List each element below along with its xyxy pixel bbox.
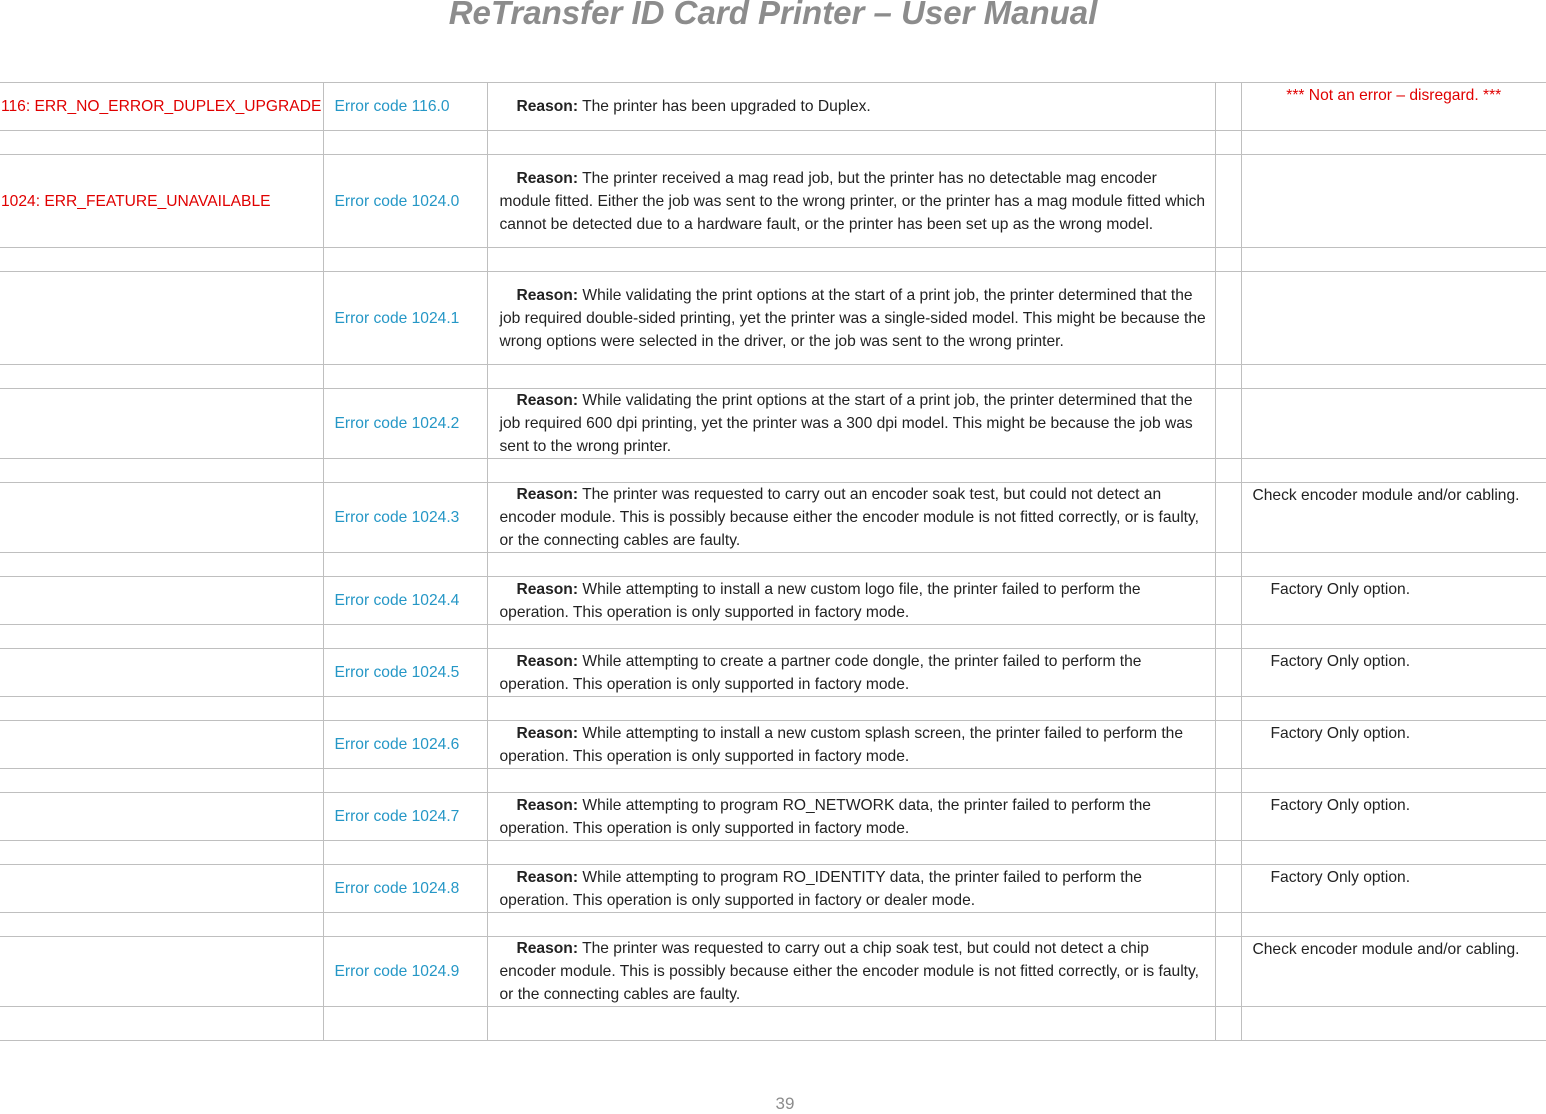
error-row (0, 577, 1546, 625)
error-action: Factory Only option. (1242, 649, 1546, 673)
reason-label: Reason: (517, 486, 579, 503)
error-action-cell (1241, 721, 1546, 769)
spacer-cell (1215, 83, 1241, 131)
error-row (0, 272, 1546, 365)
error-row (0, 793, 1546, 841)
error-action-cell (1241, 649, 1546, 697)
spacer-cell (1215, 389, 1241, 459)
spacer-cell (1215, 155, 1241, 248)
spacer-cell (1215, 649, 1241, 697)
spacer-cell (1215, 793, 1241, 841)
error-code: Error code 1024.1 (323, 272, 487, 365)
spacer-row (0, 1007, 1546, 1041)
error-action: Factory Only option. (1242, 721, 1546, 745)
reason-label: Reason: (517, 170, 579, 187)
document-title: ReTransfer ID Card Printer – User Manual (0, 0, 1546, 32)
error-action-cell (1241, 272, 1546, 365)
error-code: Error code 1024.2 (323, 389, 487, 459)
error-action-cell (1241, 483, 1546, 553)
spacer-row (0, 841, 1546, 865)
error-name (0, 937, 323, 1007)
reason-label: Reason: (517, 725, 579, 742)
error-action-cell (1241, 937, 1546, 1007)
error-code: Error code 1024.4 (323, 577, 487, 625)
reason-text: The printer has been upgraded to Duplex. (582, 98, 871, 115)
reason-text: While validating the print options at the start of a print job, the printer determined that the job required double-sided printing, yet the printer was a single-sided model. This might be because the wrong options were selected in the driver, or the job was sent to the wrong printer. (500, 287, 1206, 350)
error-row (0, 389, 1546, 459)
error-action: Factory Only option. (1242, 865, 1546, 889)
error-row (0, 937, 1546, 1007)
reason-text: While attempting to program RO_NETWORK data, the printer failed to perform the operation. This operation is only supported in factory mode. (500, 797, 1151, 837)
error-code: Error code 1024.9 (323, 937, 487, 1007)
reason-text: While attempting to install a new custom logo file, the printer failed to perform the operation. This operation is only supported in factory mode. (500, 581, 1141, 621)
error-reason (487, 937, 1215, 1007)
error-row (0, 865, 1546, 913)
error-row (0, 155, 1546, 248)
reason-label: Reason: (517, 392, 579, 409)
error-reason (487, 721, 1215, 769)
error-action-cell (1241, 389, 1546, 459)
error-reason (487, 793, 1215, 841)
error-name (0, 793, 323, 841)
reason-text: While attempting to install a new custom splash screen, the printer failed to perform the operation. This operation is only supported in factory mode. (500, 725, 1184, 765)
error-name (0, 649, 323, 697)
spacer-row (0, 365, 1546, 389)
spacer-cell (1215, 577, 1241, 625)
error-row (0, 83, 1546, 131)
reason-text: While attempting to program RO_IDENTITY data, the printer failed to perform the operation. This operation is only supported in factory or dealer mode. (500, 869, 1142, 909)
error-code: Error code 1024.7 (323, 793, 487, 841)
reason-text: The printer was requested to carry out an encoder soak test, but could not detect an encoder module. This is possibly because either the encoder module is not fitted correctly, or is faulty, or the connecting cables are faulty. (500, 486, 1199, 549)
error-reason (487, 272, 1215, 365)
spacer-row (0, 913, 1546, 937)
error-action-cell (1241, 577, 1546, 625)
error-name (0, 272, 323, 365)
error-reason (487, 389, 1215, 459)
spacer-row (0, 553, 1546, 577)
reason-text: While attempting to create a partner code dongle, the printer failed to perform the operation. This operation is only supported in factory mode. (500, 653, 1142, 693)
spacer-row (0, 697, 1546, 721)
error-name (0, 577, 323, 625)
spacer-row (0, 459, 1546, 483)
spacer-row (0, 769, 1546, 793)
error-name (0, 721, 323, 769)
error-reason (487, 865, 1215, 913)
reason-label: Reason: (517, 98, 579, 115)
reason-text: The printer received a mag read job, but the printer has no detectable mag encoder module fitted. Either the job was sent to the wrong printer, or the printer has a mag module fitted which cannot be detected due to a hardware fault, or the printer has been set up as the wrong model. (500, 170, 1206, 233)
error-code: Error code 1024.3 (323, 483, 487, 553)
error-name (0, 865, 323, 913)
error-action-cell (1241, 83, 1546, 131)
spacer-cell (1215, 272, 1241, 365)
error-reason (487, 155, 1215, 248)
error-action: Factory Only option. (1242, 577, 1546, 601)
reason-label: Reason: (517, 653, 579, 670)
spacer-row (0, 248, 1546, 272)
error-code: Error code 1024.0 (323, 155, 487, 248)
error-reason (487, 577, 1215, 625)
error-reason (487, 83, 1215, 131)
error-action-cell (1241, 865, 1546, 913)
error-action: Check encoder module and/or cabling. (1242, 483, 1546, 507)
reason-label: Reason: (517, 869, 579, 886)
spacer-row (0, 131, 1546, 155)
error-reason (487, 649, 1215, 697)
error-name: 116: ERR_NO_ERROR_DUPLEX_UPGRADE (0, 83, 323, 131)
error-action: Factory Only option. (1242, 793, 1546, 817)
spacer-cell (1215, 937, 1241, 1007)
error-name: 1024: ERR_FEATURE_UNAVAILABLE (0, 155, 323, 248)
error-code: Error code 1024.6 (323, 721, 487, 769)
error-code: Error code 116.0 (323, 83, 487, 131)
reason-label: Reason: (517, 940, 579, 957)
reason-label: Reason: (517, 581, 579, 598)
error-action-cell (1241, 793, 1546, 841)
reason-label: Reason: (517, 797, 579, 814)
page-number: 39 (0, 1094, 1546, 1114)
error-code: Error code 1024.8 (323, 865, 487, 913)
spacer-cell (1215, 865, 1241, 913)
error-name (0, 483, 323, 553)
error-row (0, 483, 1546, 553)
error-reason (487, 483, 1215, 553)
error-action-cell (1241, 155, 1546, 248)
error-row (0, 649, 1546, 697)
reason-text: The printer was requested to carry out a chip soak test, but could not detect a chip encoder module. This is possibly because either the encoder module is not fitted correctly, or is faulty, or the connecting cables are faulty. (500, 940, 1199, 1003)
spacer-cell (1215, 721, 1241, 769)
error-action: Check encoder module and/or cabling. (1242, 937, 1546, 961)
error-code-table (0, 82, 1546, 1041)
spacer-cell (1215, 483, 1241, 553)
error-name (0, 389, 323, 459)
error-action: *** Not an error – disregard. *** (1242, 83, 1546, 107)
reason-label: Reason: (517, 287, 579, 304)
error-code: Error code 1024.5 (323, 649, 487, 697)
spacer-row (0, 625, 1546, 649)
error-row (0, 721, 1546, 769)
reason-text: While validating the print options at the start of a print job, the printer determined that the job required 600 dpi printing, yet the printer was a 300 dpi model. This might be because the job was sent to the wrong printer. (500, 392, 1193, 455)
